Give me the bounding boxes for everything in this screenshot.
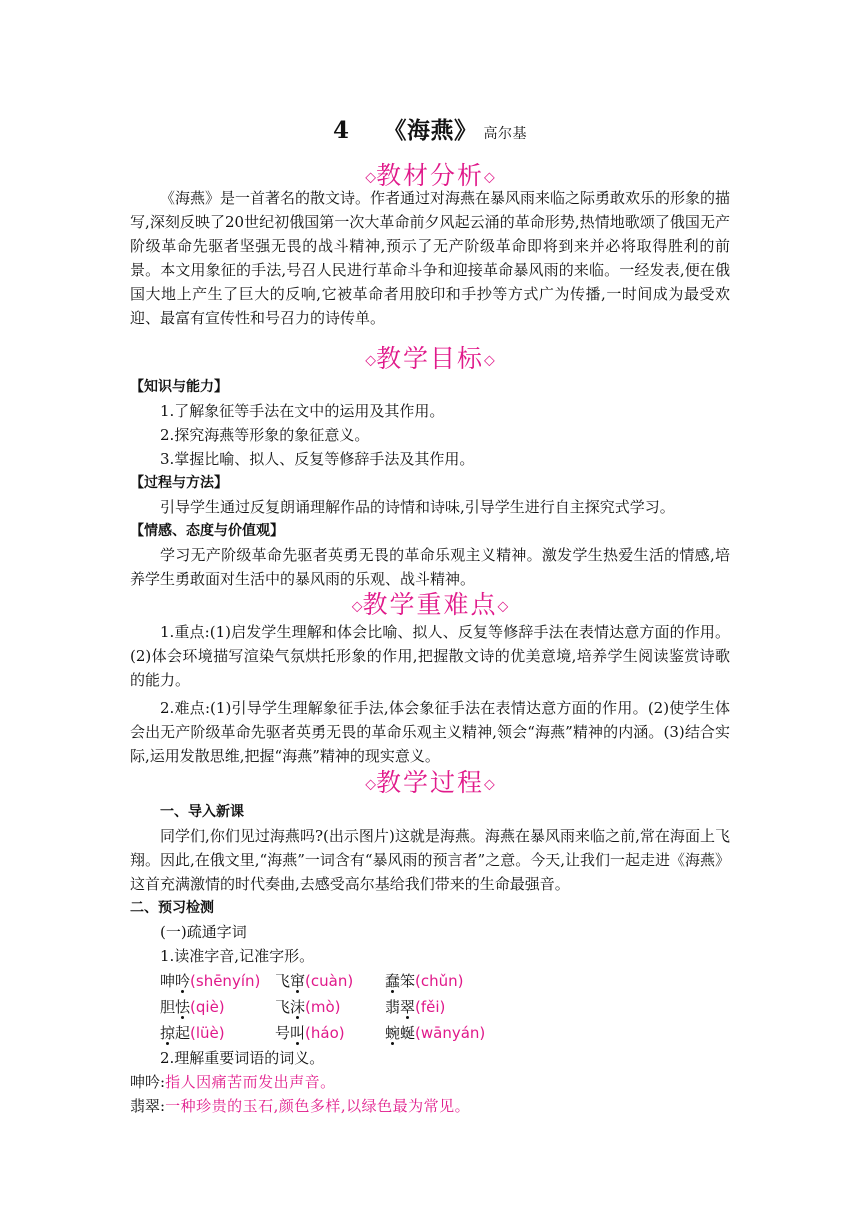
diamond-icon: ◇ [365, 776, 376, 793]
vocab-post: 起 [175, 1024, 191, 1042]
definition-item [130, 1070, 730, 1094]
vocab-item [385, 1020, 535, 1046]
vocab-item [275, 968, 385, 994]
diamond-icon: ◇ [484, 352, 495, 369]
vocab-dot: 蜿 [385, 1024, 401, 1042]
key-point-1: 1.重点:(1)启发学生理解和体会比喻、拟人、反复等修辞手法在表情达意方面的作用。(2)体会环境描写渲染气氛烘托形象的作用,把握散文诗的优美意境,培养学生阅读鉴赏诗歌的能力。 [130, 623, 730, 689]
vocab-row [130, 968, 730, 994]
vocab-dot: 沫 [290, 998, 306, 1016]
diamond-icon: ◇ [365, 169, 376, 186]
analysis-block [130, 186, 730, 330]
analysis-paragraph: 《海燕》是一首著名的散文诗。作者通过对海燕在暴风雨来临之际勇敢欢乐的形象的描写,深刻反映了20世纪初俄国第一次大革命前夕风起云涌的革命形势,热情地歌颂了俄国无产阶级革命先驱者坚强无畏的战斗精神,预示了无产阶级革命即将到来并必将取得胜利的前景。本文用象征的手法,号召人民进行革命斗争和迎接革命暴风雨的来临。一经发表,便在俄国大地上产生了巨大的反响,它被革命者用胶印和手抄等方式广为传播,一时间成为最受欢迎、最富有宣传性和号召力的诗传单。 [130, 189, 731, 327]
key-point-2: 2.难点:(1)引导学生理解象征手法,体会象征手法在表情达意方面的作用。(2)使学生体会出无产阶级革命先驱者英勇无畏的革命乐观主义精神,领会“海燕”精神的内涵。(3)结合实际,运用发散思维,把握“海燕”精神的现实意义。 [130, 699, 730, 765]
knowledge-title: 【知识与能力】 [130, 379, 228, 395]
vocab-pre: 翡 [385, 998, 401, 1016]
definition-term: 呻吟: [130, 1073, 166, 1091]
vocab-item [385, 968, 535, 994]
vocab-py: (háo) [305, 1024, 345, 1042]
preview-subtitle: (一)疏通字词 [160, 923, 247, 941]
definition-meaning: 指人因痛苦而发出声音。 [165, 1073, 336, 1091]
values-title: 【情感、态度与价值观】 [130, 523, 284, 539]
goals-block [130, 375, 730, 591]
definition-list [130, 1070, 730, 1118]
vocab-dot: 翠 [400, 998, 416, 1016]
vocab-py: (lüè) [190, 1024, 225, 1042]
vocab-item [160, 994, 275, 1020]
preview-step-2: 2.理解重要词语的词义。 [160, 1049, 325, 1067]
diamond-icon: ◇ [351, 598, 363, 615]
vocab-list [130, 968, 730, 1046]
knowledge-item: 3.掌握比喻、拟人、反复等修辞手法及其作用。 [160, 450, 475, 468]
definition-term: 翡翠: [130, 1097, 166, 1115]
vocab-item [275, 1020, 385, 1046]
vocab-py: (cuàn) [305, 972, 354, 990]
intro-title: 一、导入新课 [160, 804, 244, 820]
process-text: 引导学生通过反复朗诵理解作品的诗情和诗味,引导学生进行自主探究式学习。 [160, 498, 675, 516]
lesson-title [0, 112, 860, 145]
vocab-row [130, 994, 730, 1020]
intro-text: 同学们,你们见过海燕吗?(出示图片)这就是海燕。海燕在暴风雨来临之前,常在海面上飞翔。因此,在俄文里,“海燕”一词含有“暴风雨的预言者”之意。今天,让我们一起走进《海燕》这首充满激情的时代奏曲,去感受高尔基给我们带来的生命最强音。 [130, 827, 730, 893]
lesson-name: 《海燕》 [383, 117, 478, 144]
vocab-row [130, 1020, 730, 1046]
vocab-pre: 飞 [275, 972, 291, 990]
process-title: 【过程与方法】 [130, 475, 228, 491]
vocab-pre: 飞 [275, 998, 291, 1016]
vocab-item [385, 994, 535, 1020]
section-heading-process: ◇教学过程◇ [365, 768, 495, 797]
section-heading-analysis: ◇教材分析◇ [365, 161, 495, 190]
vocab-dot: 蠢 [385, 972, 401, 990]
vocab-post: 笨 [400, 972, 416, 990]
vocab-dot: 掠 [160, 1024, 176, 1042]
vocab-pre: 胆 [160, 998, 176, 1016]
values-text: 学习无产阶级革命先驱者英勇无畏的革命乐观主义精神。激发学生热爱生活的情感,培养学生勇敢面对生活中的暴风雨的乐观、战斗精神。 [130, 546, 730, 588]
vocab-py: (mò) [305, 998, 341, 1016]
vocab-dot: 吟 [175, 972, 191, 990]
definition-item [130, 1094, 730, 1118]
section-heading-goals: ◇教学目标◇ [365, 344, 495, 373]
lesson-number: 4 [332, 117, 350, 144]
diamond-icon: ◇ [484, 776, 495, 793]
vocab-pre: 号 [275, 1024, 291, 1042]
knowledge-item: 2.探究海燕等形象的象征意义。 [160, 426, 370, 444]
diamond-icon: ◇ [497, 598, 509, 615]
key-points-block [130, 620, 730, 768]
definition-meaning: 一种珍贵的玉石,颜色多样,以绿色最为常见。 [165, 1097, 471, 1115]
vocab-item [275, 994, 385, 1020]
vocab-dot: 怯 [175, 998, 191, 1016]
vocab-py: (qiè) [190, 998, 225, 1016]
vocab-post: 蜒 [400, 1024, 416, 1042]
diamond-icon: ◇ [365, 352, 376, 369]
diamond-icon: ◇ [484, 169, 495, 186]
vocab-py: (wānyán) [415, 1024, 486, 1042]
section-heading-key-points: ◇教学重难点◇ [351, 590, 509, 619]
vocab-item [160, 968, 275, 994]
knowledge-item: 1.了解象征等手法在文中的运用及其作用。 [160, 402, 445, 420]
vocab-dot: 窜 [290, 972, 306, 990]
vocab-py: (chǔn) [415, 972, 464, 990]
vocab-py: (shēnyín) [190, 972, 261, 990]
process-block [130, 800, 730, 1118]
vocab-item [160, 1020, 275, 1046]
preview-title: 二、预习检测 [130, 900, 214, 916]
vocab-pre: 呻 [160, 972, 176, 990]
author-name: 高尔基 [483, 126, 527, 142]
preview-step-1: 1.读准字音,记准字形。 [160, 947, 315, 965]
vocab-dot: 叫 [290, 1024, 306, 1042]
vocab-py: (fěi) [415, 998, 446, 1016]
